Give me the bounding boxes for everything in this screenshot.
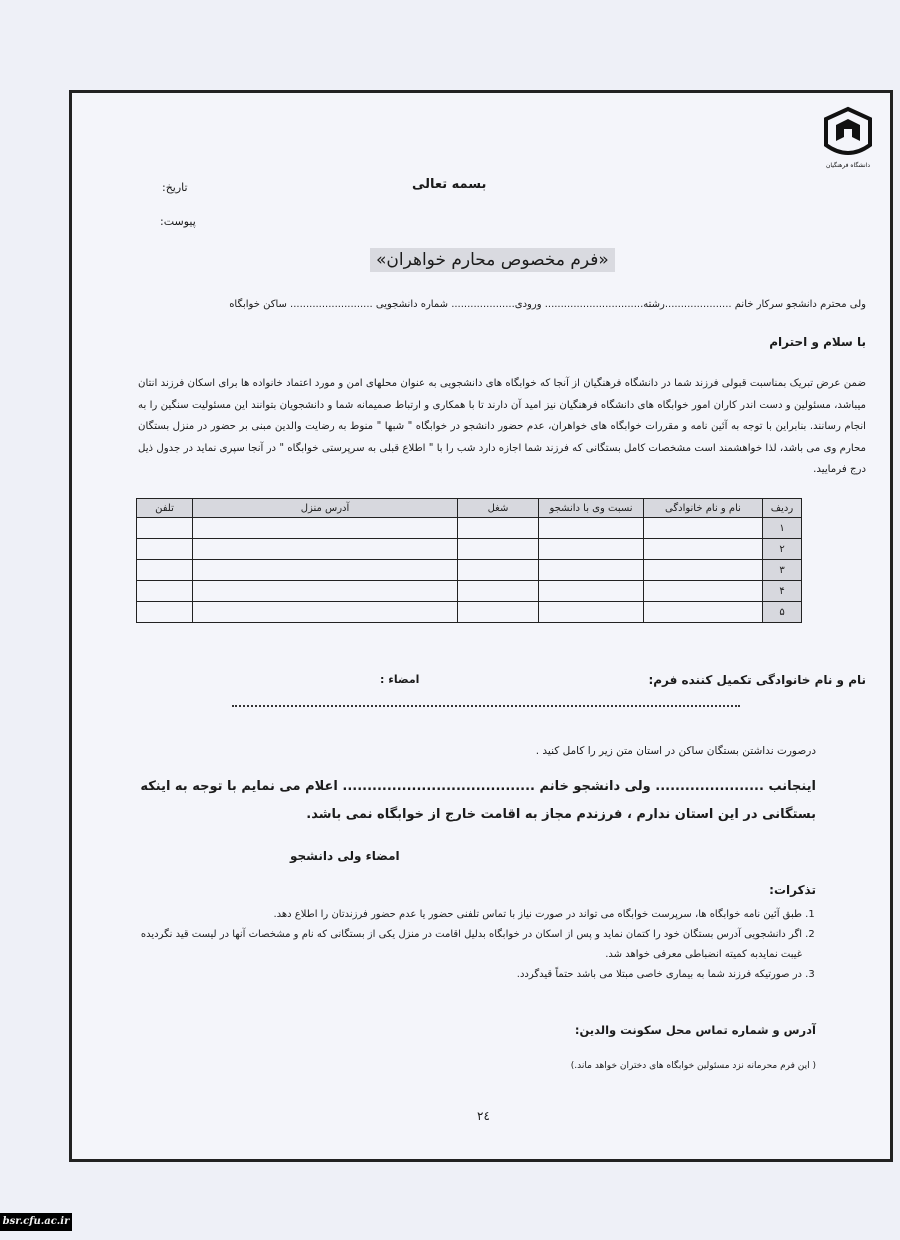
declaration-line-1: اینجانب ...................... ولی دانشجو خانم ....................................... اعلام می نمایم با توجه به اینکه [140,779,816,794]
address-title: آدرس و شماره تماس محل سکونت والدین: [574,1023,816,1037]
column-header: تلفن [137,499,193,518]
table-cell[interactable] [193,560,458,581]
table-row [137,602,802,623]
table-cell[interactable] [193,518,458,539]
table-cell[interactable] [137,518,193,539]
row-number: ۳ [763,560,802,581]
university-logo-icon [820,105,876,169]
table-row [137,518,802,539]
table-cell[interactable] [644,581,763,602]
footnote: ( این فرم محرمانه نزد مسئولین خوابگاه های دختران خواهد ماند.) [570,1061,816,1071]
table-cell[interactable] [644,560,763,581]
page-number: ۲٤ [477,1109,490,1123]
table-row [137,560,802,581]
table-cell[interactable] [193,581,458,602]
column-header: آدرس منزل [193,499,458,518]
table-cell[interactable] [458,518,539,539]
list-item: 2. اگر دانشجویی آدرس بستگان خود را کتمان نماید و پس از اسکان در خوابگاه بدلیل اقامت در منزل یکی از بستگانی که نام و مشخصات آنها در لیست قید نگردیده غیبت نمایدبه کمیته انضباطی معرفی خواهد شد. [138,925,802,965]
table-cell[interactable] [137,560,193,581]
column-header: نسبت وی با دانشجو [539,499,644,518]
column-header: ردیف [763,499,802,518]
guardian-info-line: ولی محترم دانشجو سرکار خانم .....................رشته............................... ورودی.................... شماره دانشجویی .......................... ساکن خوابگاه [229,299,866,310]
table-cell[interactable] [539,518,644,539]
condition-text: درصورت نداشتن بستگان ساکن در استان متن زیر را کامل کنید . [535,745,816,757]
column-header: شغل [458,499,539,518]
table-cell[interactable] [539,539,644,560]
signature-label: امضاء : [380,673,420,686]
table-cell[interactable] [539,602,644,623]
table-header-row [137,499,802,518]
notes-list [138,905,828,985]
table-cell[interactable] [539,581,644,602]
table-cell[interactable] [539,560,644,581]
form-title: «فرم مخصوص محارم خواهران» [370,248,615,272]
table-row [137,581,802,602]
document-frame [69,90,893,1162]
table-cell[interactable] [644,518,763,539]
row-number: ۴ [763,581,802,602]
column-header: نام و نام خانوادگی [644,499,763,518]
table-cell[interactable] [137,539,193,560]
table-cell[interactable] [458,581,539,602]
table-cell[interactable] [137,602,193,623]
intro-paragraph: ضمن عرض تبریک بمناسبت قبولی فرزند شما در دانشگاه فرهنگیان از آنجا که خوابگاه های دانشجویی به عنوان محلهای امن و مورد اعتماد خانواده ها برای اسکان فرزند انتان میباشد، مسئولین و دست اندر کاران امور خوابگاه های دانشگاه فرهنگیان نیز امید آن دارند تا با همکاری و ارتباط صمیمانه شما و دانشجویان بتوانند این مسئولیت سنگین را به انجام رسانند. بنابراین با توجه به آئین نامه و مقررات خوابگاه های خواهران، عدم حضور دانشجو در خوابگاه " شبها " منوط به رضایت والدین مبنی بر حضور در منزل بستگان محارم وی می باشد، لذا خواهشمند است مشخصات کامل بستگانی که فرزند شما اجازه دارد شب را با " اطلاع قبلی به سرپرستی خوابگاه " در آنجا سپری نماید در جدول ذیل درج فرمایید. [138,378,866,475]
attachment-label: پیوست: [160,215,196,228]
table-cell[interactable] [458,539,539,560]
table-cell[interactable] [193,602,458,623]
row-number: ۱ [763,518,802,539]
guardian-signature-label: امضاء ولی دانشجو [290,849,400,863]
filler-dotted-line[interactable] [232,705,740,707]
document-heading: بسمه تعالی [412,177,487,192]
row-number: ۲ [763,539,802,560]
table-cell[interactable] [644,602,763,623]
table-cell[interactable] [644,539,763,560]
table-cell[interactable] [137,581,193,602]
list-item: 3. در صورتیکه فرزند شما به بیماری خاصی مبتلا می باشد حتماً قیدگردد. [138,965,802,985]
row-number: ۵ [763,602,802,623]
table-cell[interactable] [193,539,458,560]
relatives-table [136,498,802,623]
greeting: با سلام و احترام [769,335,866,349]
form-filler-label: نام و نام خانوادگی تکمیل کننده فرم: [648,673,866,687]
table-cell[interactable] [458,602,539,623]
date-label: تاریخ: [162,181,188,194]
table-cell[interactable] [458,560,539,581]
notes-title: تذکرات: [769,883,816,897]
declaration-line-2: بستگانی در این استان ندارم ، فرزندم مجاز به اقامت خارج از خوابگاه نمی باشد. [306,807,816,822]
table-row [137,539,802,560]
list-item: 1. طبق آئین نامه خوابگاه ها، سرپرست خوابگاه می تواند در صورت نیاز با تماس تلفنی حضور یا عدم حضور فرزندتان را اطلاع دهد. [138,905,802,925]
site-badge: bsr.cfu.ac.ir [0,1213,72,1231]
svg-text:دانشگاه فرهنگیان: دانشگاه فرهنگیان [825,162,871,169]
